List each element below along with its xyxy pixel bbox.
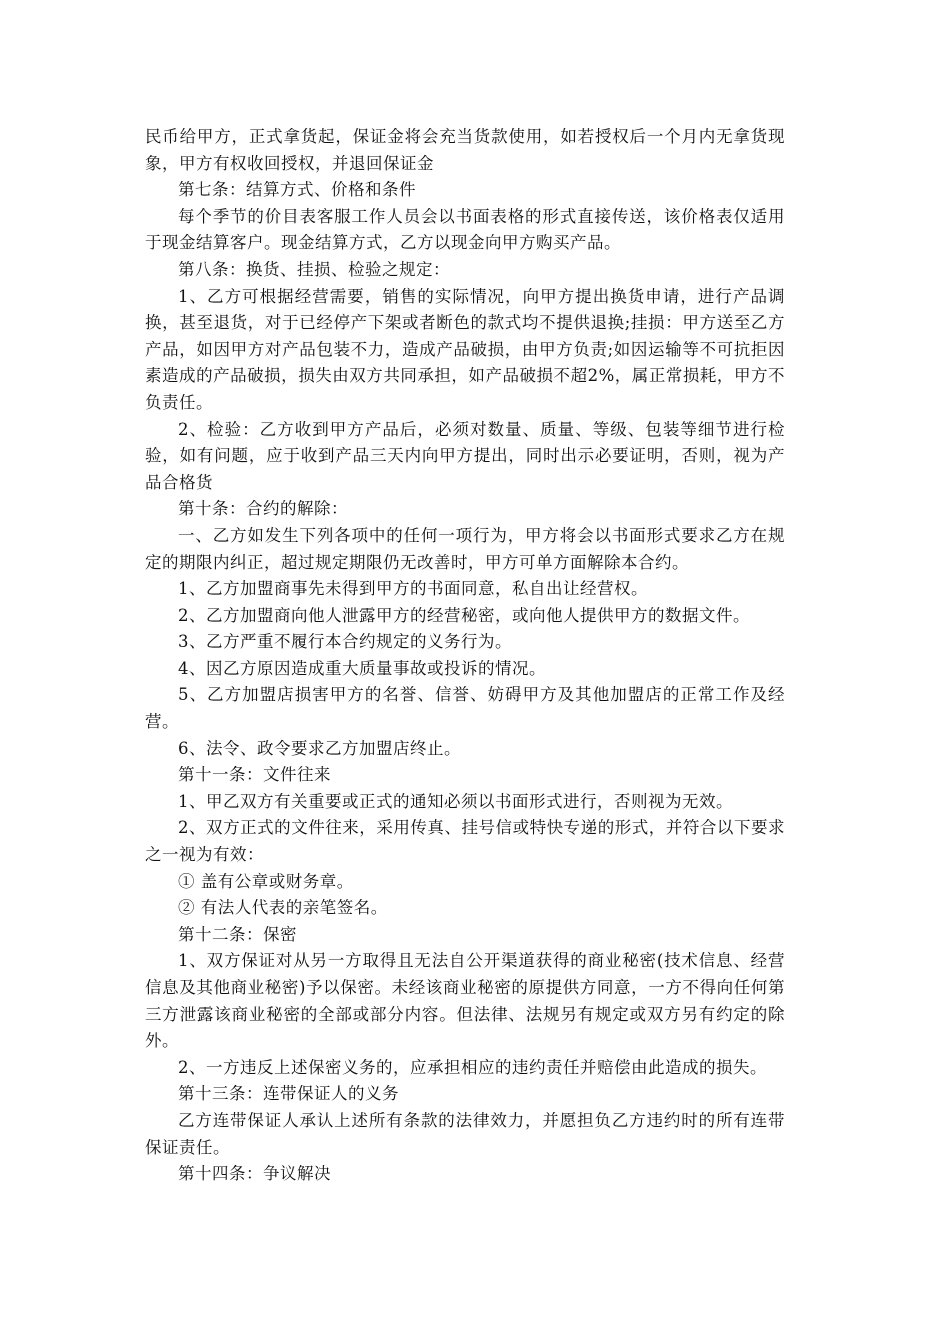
article-11-heading: 第十一条：文件往来 [178,765,331,785]
document-body [145,124,785,1188]
list-item: 4、因乙方原因造成重大质量事故或投诉的情况。 [178,658,546,678]
paragraph: 每个季节的价目表客服工作人员会以书面表格的形式直接传送，该价格表仅适用于现金结算客户。现金结算方式，乙方以现金向甲方购买产品。 [145,206,785,253]
paragraph: 一、乙方如发生下列各项中的任何一项行为，甲方将会以书面形式要求乙方在规定的期限内纠正，超过规定期限仍无改善时，甲方可单方面解除本合约。 [145,525,785,572]
article-7-heading: 第七条：结算方式、价格和条件 [178,180,416,200]
list-item: 3、乙方严重不履行本合约规定的义务行为。 [178,632,512,652]
article-14-heading: 第十四条：争议解决 [178,1164,331,1184]
list-item: 1、乙方加盟商事先未得到甲方的书面同意，私自出让经营权。 [178,579,648,599]
paragraph-continuation: 民币给甲方，正式拿货起，保证金将会充当货款使用，如若授权后一个月内无拿货现象，甲方有权收回授权，并退回保证金 [145,127,785,173]
list-item: 1、双方保证对从另一方取得且无法自公开渠道获得的商业秘密(技术信息、经营信息及其他商业秘密)予以保密。未经该商业秘密的原提供方同意，一方不得向任何第三方泄露该商业秘密的全部或部分内容。但法律、法规另有规定或双方另有约定的除外。 [145,951,785,1051]
list-item: ② 有法人代表的亲笔签名。 [178,898,388,918]
list-item: 1、甲乙双方有关重要或正式的通知必须以书面形式进行，否则视为无效。 [178,791,733,811]
paragraph: 2、检验：乙方收到甲方产品后，必须对数量、质量、等级、包装等细节进行检验，如有问题，应于收到产品三天内向甲方提出，同时出示必要证明，否则，视为产品合格货 [145,419,785,492]
article-13-heading: 第十三条：连带保证人的义务 [178,1084,399,1104]
article-8-heading: 第八条：换货、挂损、检验之规定： [178,259,450,279]
list-item: ① 盖有公章或财务章。 [178,871,354,891]
list-item: 2、双方正式的文件往来，采用传真、挂号信或特快专递的形式，并符合以下要求之一视为有效： [145,818,785,865]
article-10-heading: 第十条：合约的解除： [178,499,348,519]
paragraph: 乙方连带保证人承认上述所有条款的法律效力，并愿担负乙方违约时的所有连带保证责任。 [145,1110,785,1157]
paragraph: 1、乙方可根据经营需要，销售的实际情况，向甲方提出换货申请，进行产品调换，甚至退货，对于已经停产下架或者断色的款式均不提供退换;挂损：甲方送至乙方产品，如因甲方对产品包装不力，造成产品破损，由甲方负责;如因运输等不可抗拒因素造成的产品破损，损失由双方共同承担，如产品破损不超2%，属正常损耗，甲方不负责任。 [145,286,785,412]
article-12-heading: 第十二条：保密 [178,924,297,944]
list-item: 6、法令、政令要求乙方加盟店终止。 [178,738,461,758]
list-item: 5、乙方加盟店损害甲方的名誉、信誉、妨碍甲方及其他加盟店的正常工作及经营。 [145,685,785,732]
list-item: 2、一方违反上述保密义务的，应承担相应的违约责任并赔偿由此造成的损失。 [178,1057,767,1077]
list-item: 2、乙方加盟商向他人泄露甲方的经营秘密，或向他人提供甲方的数据文件。 [178,605,750,625]
